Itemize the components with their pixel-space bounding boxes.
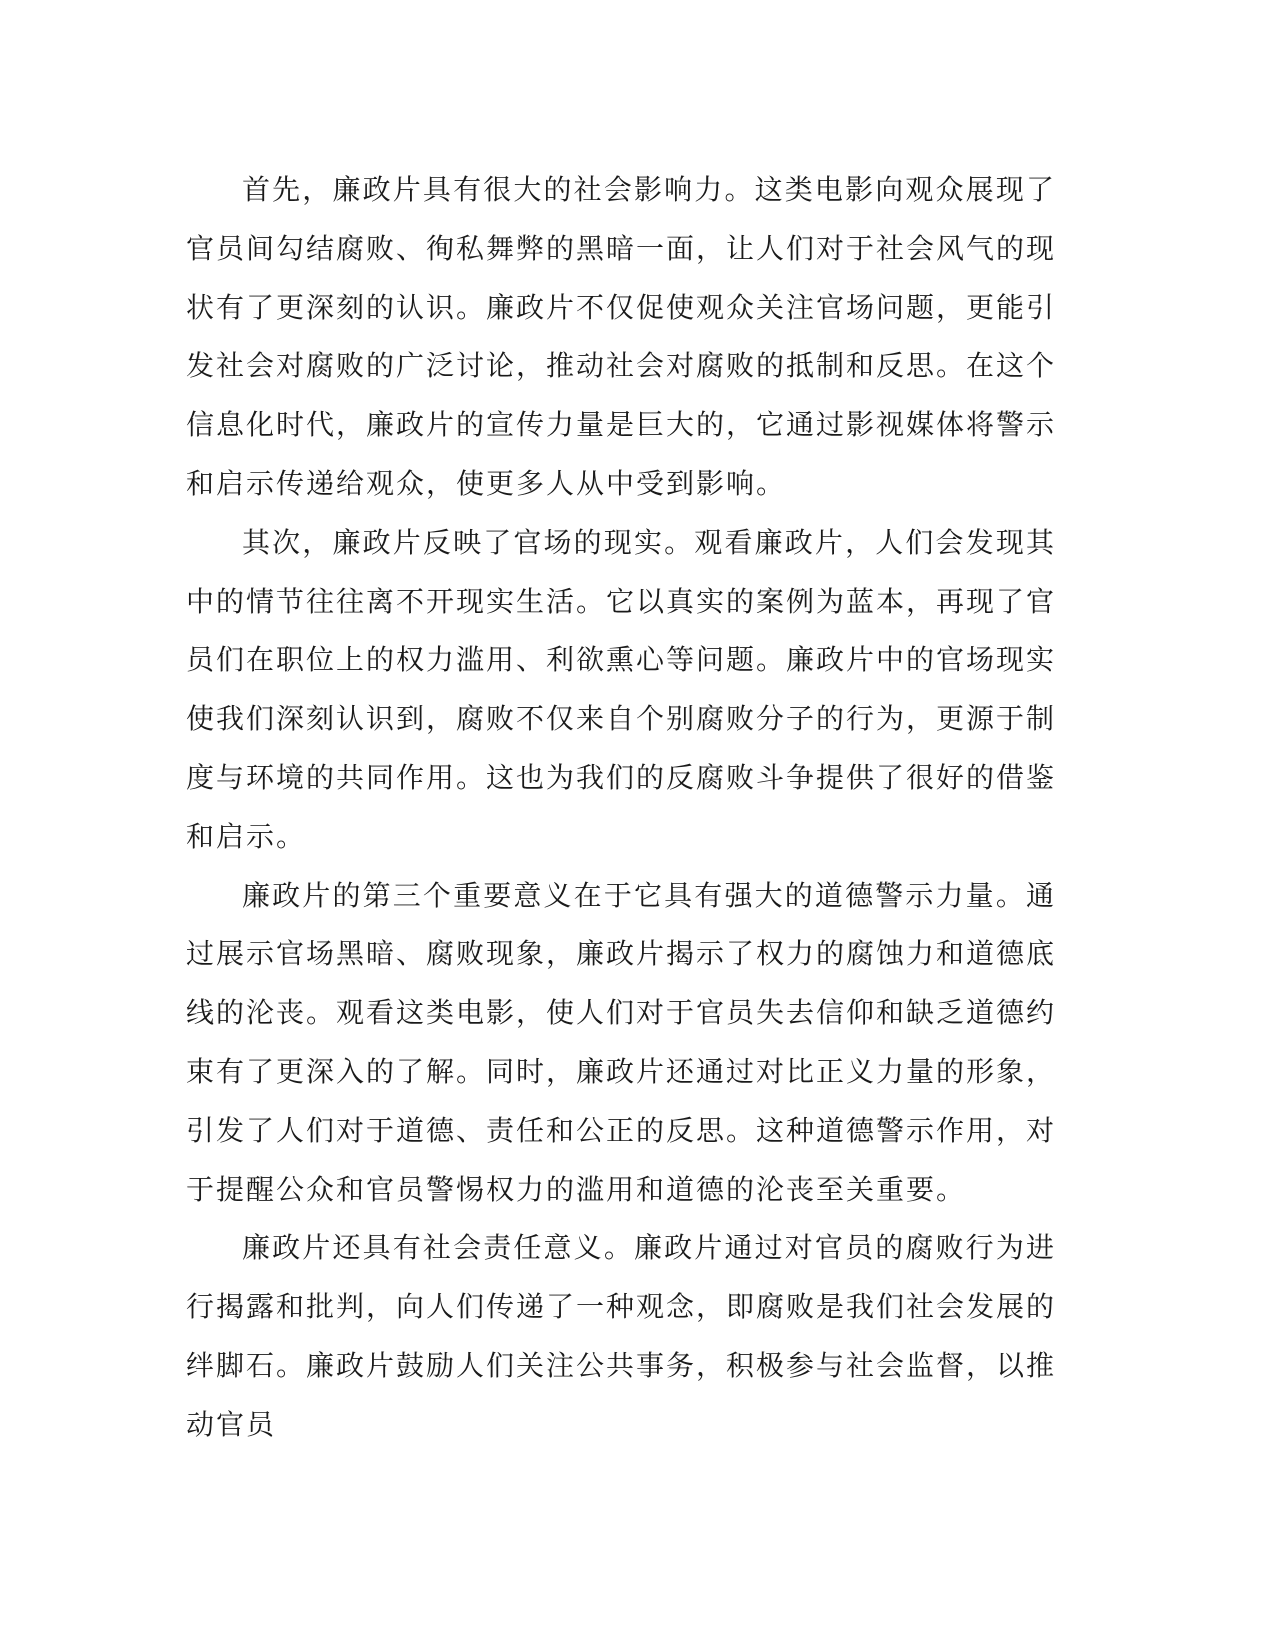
paragraph-social-responsibility: 廉政片还具有社会责任意义。廉政片通过对官员的腐败行为进行揭露和批判，向人们传递了一种观念，即腐败是我们社会发展的绊脚石。廉政片鼓励人们关注公共事务，积极参与社会监督，以推动官员 xyxy=(186,1231,1057,1441)
paragraph-social-influence: 首先，廉政片具有很大的社会影响力。这类电影向观众展现了官员间勾结腐败、徇私舞弊的黑暗一面，让人们对于社会风气的现状有了更深刻的认识。廉政片不仅促使观众关注官场问题，更能引发社会对腐败的广泛讨论，推动社会对腐败的抵制和反思。在这个信息化时代，廉政片的宣传力量是巨大的，它通过影视媒体将警示和启示传递给观众，使更多人从中受到影响。 xyxy=(186,173,1057,500)
document-body xyxy=(186,161,1056,1455)
paragraph-official-reality: 其次，廉政片反映了官场的现实。观看廉政片，人们会发现其中的情节往往离不开现实生活。它以真实的案例为蓝本，再现了官员们在职位上的权力滥用、利欲熏心等问题。廉政片中的官场现实使我们深刻认识到，腐败不仅来自个别腐败分子的行为，更源于制度与环境的共同作用。这也为我们的反腐败斗争提供了很好的借鉴和启示。 xyxy=(186,525,1057,853)
paragraph-moral-warning: 廉政片的第三个重要意义在于它具有强大的道德警示力量。通过展示官场黑暗、腐败现象，廉政片揭示了权力的腐蚀力和道德底线的沦丧。观看这类电影，使人们对于官员失去信仰和缺乏道德约束有了更深入的了解。同时，廉政片还通过对比正义力量的形象，引发了人们对于道德、责任和公正的反思。这种道德警示作用，对于提醒公众和官员警惕权力的滥用和道德的沦丧至关重要。 xyxy=(186,878,1057,1206)
